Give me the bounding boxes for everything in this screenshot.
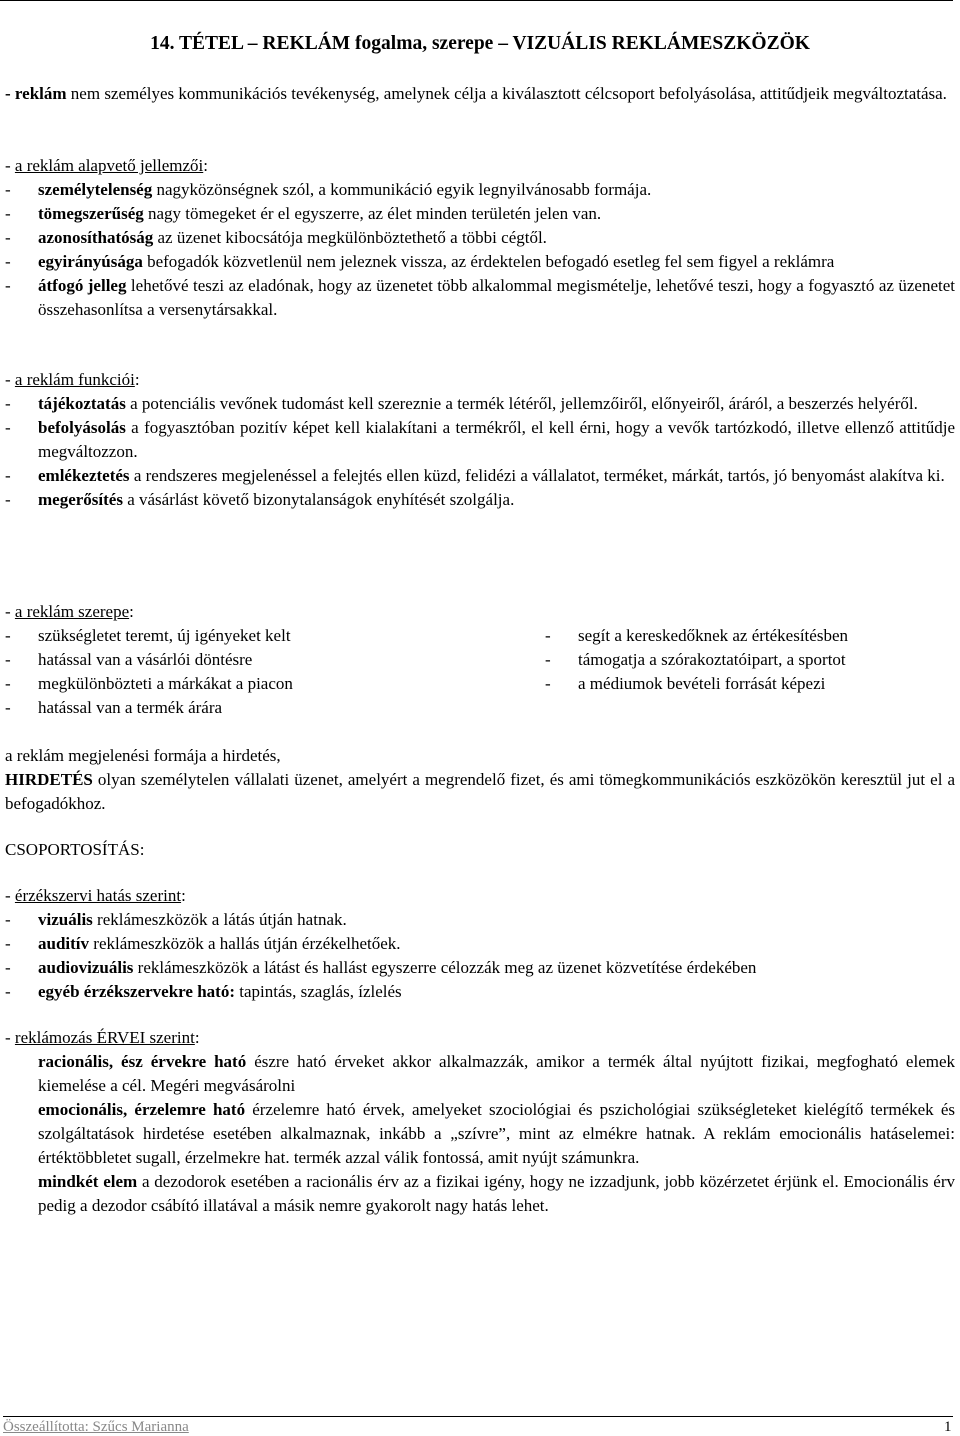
senses-heading: - érzékszervi hatás szerint: <box>5 886 186 905</box>
sense-item-4: - egyéb érzékszervekre ható: tapintás, szaglás, ízlelés <box>5 982 402 1001</box>
role-right-item-3: - a médiumok bevételi forrását képezi <box>545 674 826 693</box>
arguments-section <box>5 1026 955 1218</box>
function-item-3: - emlékeztetés a rendszeres megjelenéssel a felejtés ellen küzd, felidézi a vállalatot, terméket, márkát, tartós, jó benyomást alakítva ki. <box>5 466 945 485</box>
sense-item-3: - audiovizuális reklámeszközök a látást és hallást egyszerre célozzák meg az üzenet közvetítése érdekében <box>5 958 757 977</box>
ad-section <box>5 744 955 816</box>
function-item-4: - megerősítés a vásárlást követő bizonytalanságok enyhítését szolgálja. <box>5 490 515 509</box>
functions-section <box>5 368 955 512</box>
role-heading: - a reklám szerepe: <box>5 602 134 621</box>
role-right-column <box>545 624 945 696</box>
ad-line-1: a reklám megjelenési formája a hirdetés, <box>5 746 281 765</box>
role-right-item-1: - segít a kereskedőknek az értékesítésben <box>545 626 848 645</box>
argument-item-3: mindkét elem a dezodorok esetében a racionális érv az a fizikai igény, hogy ne izzadjunk, jobb közérzetet érjünk el. Emocionális érv pedig a dezodor csábító illatával a másik nemre gyakorolt nagy hatás lehet. <box>38 1172 955 1215</box>
features-section <box>5 154 955 322</box>
sense-item-1: - vizuális reklámeszközök a látás útján hatnak. <box>5 910 347 929</box>
definition-lead: - reklám <box>5 84 67 103</box>
footer-author: Összeállította: Szűcs Marianna <box>3 1419 189 1435</box>
feature-item-2: - tömegszerűség nagy tömegeket ér el egyszerre, az élet minden területén jelen van. <box>5 204 602 223</box>
features-heading: - a reklám alapvető jellemzői: <box>5 156 208 175</box>
function-item-2: - befolyásolás a fogyasztóban pozitív képet kell kialakítani a termékről, el kell érni, hogy a vevők tartózkodó, illetve ellenző attitűdje megváltozzon. <box>5 418 955 461</box>
sense-item-2: - auditív reklámeszközök a hallás útján érzékelhetőek. <box>5 934 401 953</box>
role-left-item-4: - hatással van a termék árára <box>5 698 223 717</box>
arguments-heading: - reklámozás ÉRVEI szerint: <box>5 1028 200 1047</box>
function-item-1: - tájékoztatás a potenciális vevőnek tudomást kell szereznie a termék létéről, jellemzőiről, előnyeiről, áráról, a beszerzés helyéről. <box>5 394 918 413</box>
top-rule <box>0 0 953 1</box>
feature-item-1: - személytelenség nagyközönségnek szól, a kommunikáció egyik legnyilvánosabb formája. <box>5 180 652 199</box>
role-right-item-2: - támogatja a szórakoztatóipart, a sportot <box>545 650 846 669</box>
page-number: 1 <box>944 1419 952 1435</box>
ad-definition: HIRDETÉS olyan személytelen vállalati üzenet, amelyért a megrendelő fizet, és ami tömegkommunikációs eszközökön keresztül jut el a befogadókhoz. <box>5 770 955 813</box>
role-left-item-3: - megkülönbözteti a márkákat a piacon <box>5 674 293 693</box>
argument-item-2: emocionális, érzelemre ható érzelemre ható érvek, amelyeket szociológiai és pszichológiai szükségleteket kielégítő termékek és szolgáltatások hirdetése esetében alkalmaznak, inkább a „szívre”, mint az elmékre hatnak. A reklám emocionális hatáselemei: értéktöbbletet sugall, érzelmekre hat. termék azzal válik fontossá, amit nyújt számunkra. <box>38 1100 955 1167</box>
footer-rule <box>3 1416 953 1417</box>
senses-section <box>5 884 955 1004</box>
definition-paragraph <box>5 82 955 106</box>
definition-text: nem személyes kommunikációs tevékenység, amelynek célja a kiválasztott célcsoport befolyásolása, attitűdjeik megváltoztatása. <box>66 84 947 103</box>
page-title: 14. TÉTEL – REKLÁM fogalma, szerepe – VIZUÁLIS REKLÁMESZKÖZÖK <box>150 33 810 54</box>
role-left-item-2: - hatással van a vásárlói döntésre <box>5 650 253 669</box>
feature-item-4: - egyirányúsága befogadók közvetlenül nem jeleznek vissza, az érdektelen befogadó esetleg fel sem figyel a reklámra <box>5 252 835 271</box>
role-left-item-1: - szükségletet teremt, új igényeket kelt <box>5 626 291 645</box>
feature-item-5: - átfogó jelleg lehetővé teszi az eladónak, hogy az üzenetet több alkalommal megismételje, lehetővé teszi, hogy a fogyasztó az üzenetet összehasonlítsa a versenytársakkal. <box>5 276 955 319</box>
feature-item-3: - azonosíthatóság az üzenet kibocsátója megkülönböztethető a többi cégtől. <box>5 228 547 247</box>
grouping-title: CSOPORTOSÍTÁS: <box>5 840 145 859</box>
functions-heading: - a reklám funkciói: <box>5 370 140 389</box>
role-left-column <box>5 624 525 720</box>
argument-item-1: racionális, ész érvekre ható észre ható érveket akkor alkalmazzák, amikor a termék által nyújtott fizikai, megfogható elemek kiemelése a cél. Megéri megvásárolni <box>38 1052 956 1095</box>
